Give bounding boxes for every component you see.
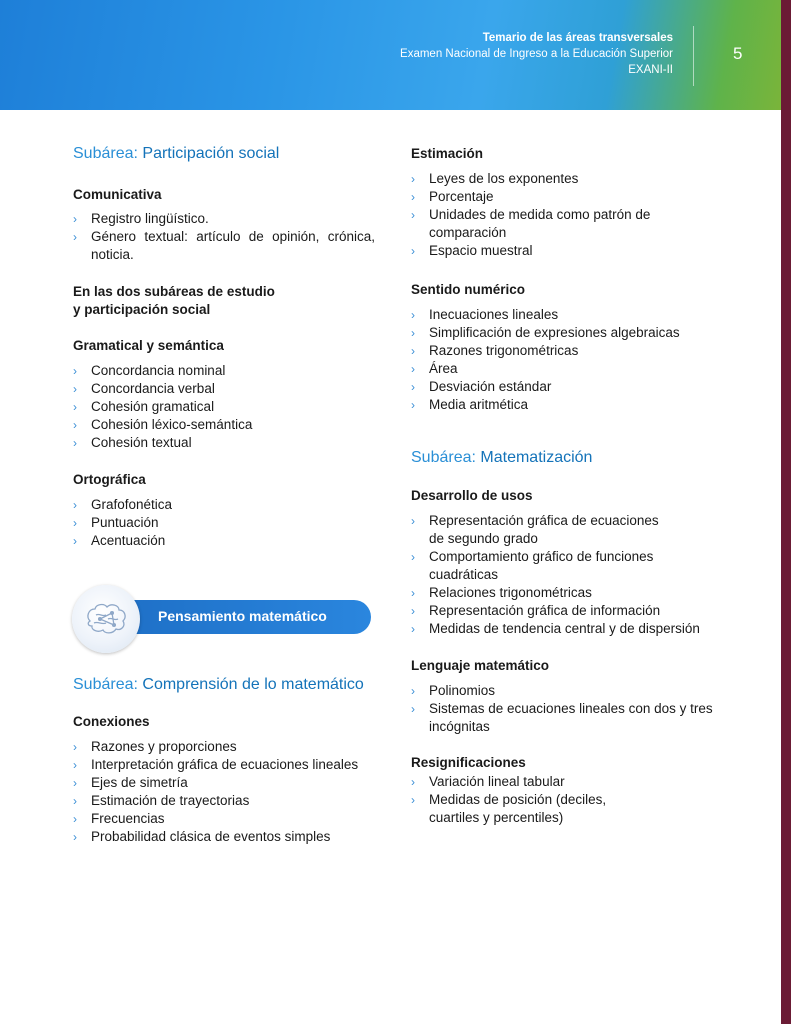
brain-icon — [82, 599, 130, 639]
list-estimacion — [411, 170, 661, 260]
section-title-conexiones: Conexiones — [73, 714, 150, 729]
subarea-comprension — [73, 676, 364, 694]
chevron-right-icon: › — [411, 775, 415, 789]
subarea-name: Comprensión de lo matemático — [142, 676, 364, 693]
list-item: › Grafofonética — [73, 497, 173, 512]
list-item: › Medidas de tendencia central y de dispersión — [411, 621, 700, 636]
list-item: › Registro lingüístico. — [73, 211, 209, 226]
list-item: › Representación gráfica de información — [411, 603, 661, 618]
header-divider — [693, 26, 694, 86]
list-desarrollo — [411, 512, 700, 638]
header-text — [400, 30, 673, 78]
list-item: › Comportamiento gráfico de funciones cuadráticas — [411, 549, 654, 582]
list-item: › Porcentaje — [411, 189, 494, 204]
chevron-right-icon: › — [411, 244, 415, 258]
chevron-right-icon: › — [73, 436, 77, 450]
list-item: › Variación lineal tabular — [411, 774, 565, 789]
list-gramatical — [73, 362, 373, 452]
chevron-right-icon: › — [411, 514, 415, 528]
chevron-right-icon: › — [73, 830, 77, 844]
list-item: › Puntuación — [73, 515, 159, 530]
list-item: › Media aritmética — [411, 397, 529, 412]
list-item: › Cohesión textual — [73, 435, 192, 450]
chevron-right-icon: › — [411, 604, 415, 618]
header-exam: EXANI-II — [628, 64, 673, 76]
list-item: › Acentuación — [73, 533, 166, 548]
chevron-right-icon: › — [411, 380, 415, 394]
section-title-comunicativa: Comunicativa — [73, 187, 162, 202]
list-resignificaciones — [411, 773, 631, 827]
chevron-right-icon: › — [73, 776, 77, 790]
list-item: › Unidades de medida como patrón de comparación — [411, 207, 651, 240]
list-item: › Género textual: artículo de opinión, crónica, noticia. — [73, 229, 375, 262]
list-item: › Área — [411, 361, 458, 376]
subarea-prefix: Subárea: — [73, 145, 138, 162]
subarea-prefix: Subárea: — [73, 676, 138, 693]
chevron-right-icon: › — [73, 534, 77, 548]
badge-circle — [72, 585, 140, 653]
chevron-right-icon: › — [73, 230, 77, 244]
chevron-right-icon: › — [411, 684, 415, 698]
list-item: › Cohesión gramatical — [73, 399, 215, 414]
list-item: › Medidas de posición (deciles, cuartiles y percentiles) — [411, 792, 607, 825]
list-conexiones — [73, 738, 383, 846]
section-title-gramatical: Gramatical y semántica — [73, 338, 224, 353]
section-title-desarrollo: Desarrollo de usos — [411, 488, 533, 503]
subarea-name: Participación social — [142, 145, 280, 162]
chevron-right-icon: › — [73, 498, 77, 512]
subarea-participacion-social — [73, 145, 279, 163]
chevron-right-icon: › — [73, 418, 77, 432]
chevron-right-icon: › — [73, 758, 77, 772]
chevron-right-icon: › — [73, 382, 77, 396]
list-ortografica — [73, 496, 373, 550]
chevron-right-icon: › — [411, 172, 415, 186]
list-item: › Estimación de trayectorias — [73, 793, 250, 808]
chevron-right-icon: › — [411, 208, 415, 222]
chevron-right-icon: › — [411, 702, 415, 716]
chevron-right-icon: › — [411, 622, 415, 636]
list-item: › Interpretación gráfica de ecuaciones lineales — [73, 757, 359, 772]
list-sentido-numerico — [411, 306, 711, 414]
chevron-right-icon: › — [411, 793, 415, 807]
section-title-estimacion: Estimación — [411, 146, 484, 161]
subarea-matematizacion — [411, 449, 592, 467]
list-item: › Concordancia verbal — [73, 381, 215, 396]
chevron-right-icon: › — [73, 364, 77, 378]
list-item: › Relaciones trigonométricas — [411, 585, 592, 600]
chevron-right-icon: › — [411, 344, 415, 358]
header-title: Temario de las áreas transversales — [482, 32, 673, 44]
chevron-right-icon: › — [73, 794, 77, 808]
subarea-name: Matematización — [480, 449, 593, 466]
list-item: › Concordancia nominal — [73, 363, 226, 378]
chevron-right-icon: › — [411, 550, 415, 564]
page-number: 5 — [733, 44, 743, 63]
subarea-prefix: Subárea: — [411, 449, 476, 466]
chevron-right-icon: › — [73, 212, 77, 226]
section-title-lenguaje: Lenguaje matemático — [411, 658, 550, 673]
list-item: › Desviación estándar — [411, 379, 552, 394]
chevron-right-icon: › — [73, 812, 77, 826]
list-item: › Espacio muestral — [411, 243, 533, 258]
list-lenguaje — [411, 682, 716, 736]
chevron-right-icon: › — [411, 398, 415, 412]
list-comunicativa — [73, 210, 375, 264]
list-item: › Cohesión léxico-semántica — [73, 417, 253, 432]
chevron-right-icon: › — [411, 190, 415, 204]
list-item: › Inecuaciones lineales — [411, 307, 559, 322]
list-item: › Leyes de los exponentes — [411, 171, 579, 186]
list-item: › Ejes de simetría — [73, 775, 188, 790]
section-title-ortografica: Ortográfica — [73, 472, 146, 487]
section-title-resignificaciones: Resignificaciones — [411, 755, 526, 770]
chevron-right-icon: › — [411, 326, 415, 340]
badge-label: Pensamiento matemático — [158, 608, 327, 624]
list-item: › Razones trigonométricas — [411, 343, 579, 358]
chevron-right-icon: › — [73, 516, 77, 530]
chevron-right-icon: › — [73, 740, 77, 754]
header-subtitle: Examen Nacional de Ingreso a la Educación Superior — [400, 48, 673, 60]
section-title-dos-subareas: En las dos subáreas de estudio y participación social — [73, 284, 275, 317]
list-item: › Sistemas de ecuaciones lineales con dos y tres incógnitas — [411, 701, 713, 734]
chevron-right-icon: › — [411, 586, 415, 600]
chevron-right-icon: › — [411, 308, 415, 322]
chevron-right-icon: › — [73, 400, 77, 414]
section-title-sentido-numerico: Sentido numérico — [411, 282, 526, 297]
list-item: › Representación gráfica de ecuaciones de segundo grado — [411, 513, 659, 546]
chevron-right-icon: › — [411, 362, 415, 376]
list-item: › Probabilidad clásica de eventos simples — [73, 829, 331, 844]
list-item: › Polinomios — [411, 683, 496, 698]
list-item: › Simplificación de expresiones algebraicas — [411, 325, 680, 340]
list-item: › Razones y proporciones — [73, 739, 237, 754]
page-edge-bar — [781, 0, 791, 1024]
list-item: › Frecuencias — [73, 811, 165, 826]
